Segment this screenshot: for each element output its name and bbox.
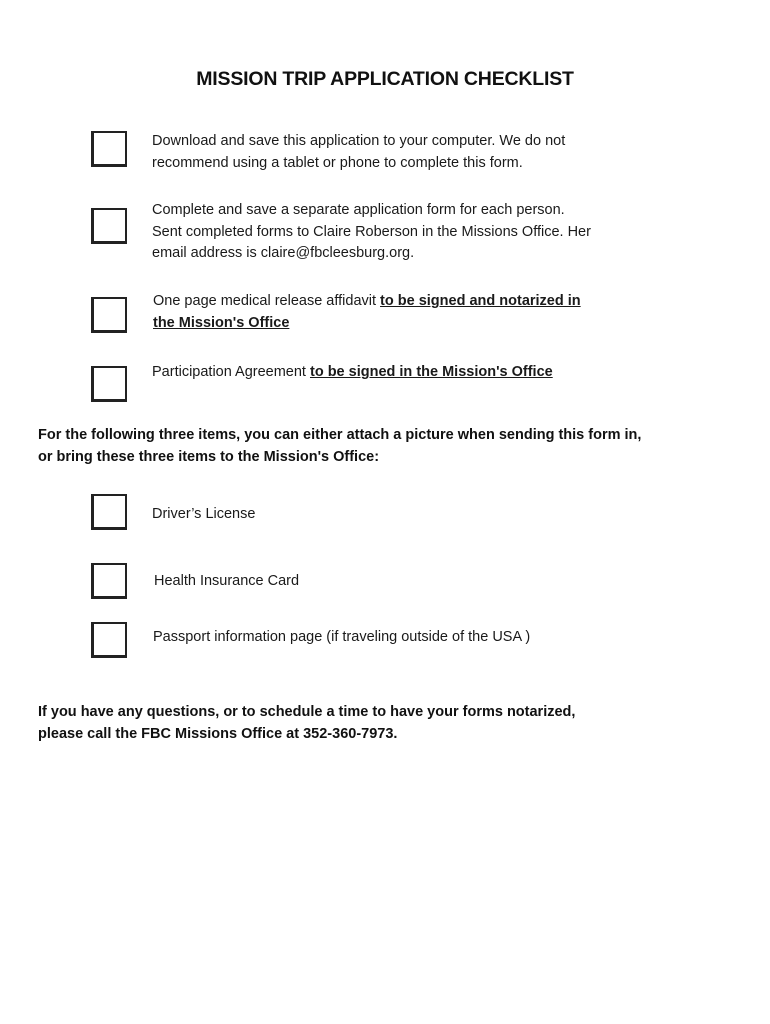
checkbox-medical-release[interactable]	[91, 297, 127, 333]
document-item-drivers-license: Driver’s License	[152, 506, 256, 522]
checklist-item-complete-forms	[152, 200, 591, 265]
checklist-item-text: Sent completed forms to Claire Roberson in the Missions Office. Her	[152, 223, 591, 240]
instructions-paragraph	[38, 424, 641, 468]
checkbox-participation-agreement[interactable]	[91, 366, 127, 402]
checkbox-download-application[interactable]	[91, 131, 127, 167]
checklist-item-emphasis: to be signed and notarized in	[380, 293, 581, 309]
checklist-item-text: Complete and save a separate application form for each person.	[152, 202, 565, 218]
checklist-item-text: One page medical release affidavit	[153, 293, 381, 309]
contact-line: If you have any questions, or to schedule a time to have your forms notarized,	[38, 704, 576, 720]
checklist-item-text: Participation Agreement	[152, 364, 310, 380]
checklist-item-emphasis: the Mission's Office	[153, 314, 290, 331]
checkbox-drivers-license[interactable]	[91, 494, 127, 530]
checklist-item-text: email address is claire@fbcleesburg.org.	[152, 245, 415, 261]
checkbox-health-insurance-card[interactable]	[91, 563, 127, 599]
checklist-item-emphasis: to be signed in the Mission's Office	[309, 364, 553, 380]
checkbox-complete-forms[interactable]	[91, 208, 127, 244]
checklist-item-text: recommend using a tablet or phone to complete this form.	[152, 154, 523, 171]
document-item-passport: Passport information page (if traveling outside of the USA )	[153, 629, 531, 645]
instructions-line: or bring these three items to the Mission's Office:	[38, 449, 380, 465]
contact-line: please call the FBC Missions Office at 352-360-7973.	[38, 726, 398, 742]
instructions-line: For the following three items, you can either attach a picture when sending this form in,	[38, 427, 642, 443]
checklist-item-text: Download and save this application to your computer. We do not	[152, 133, 566, 149]
checkbox-passport-page[interactable]	[91, 622, 127, 658]
contact-paragraph	[38, 701, 575, 745]
document-item-health-insurance: Health Insurance Card	[154, 573, 300, 589]
page-title: MISSION TRIP APPLICATION CHECKLIST	[196, 68, 574, 90]
checklist-item-medical-release	[153, 291, 581, 334]
checklist-item-download	[152, 131, 565, 174]
checklist-item-participation-agreement	[152, 362, 553, 384]
